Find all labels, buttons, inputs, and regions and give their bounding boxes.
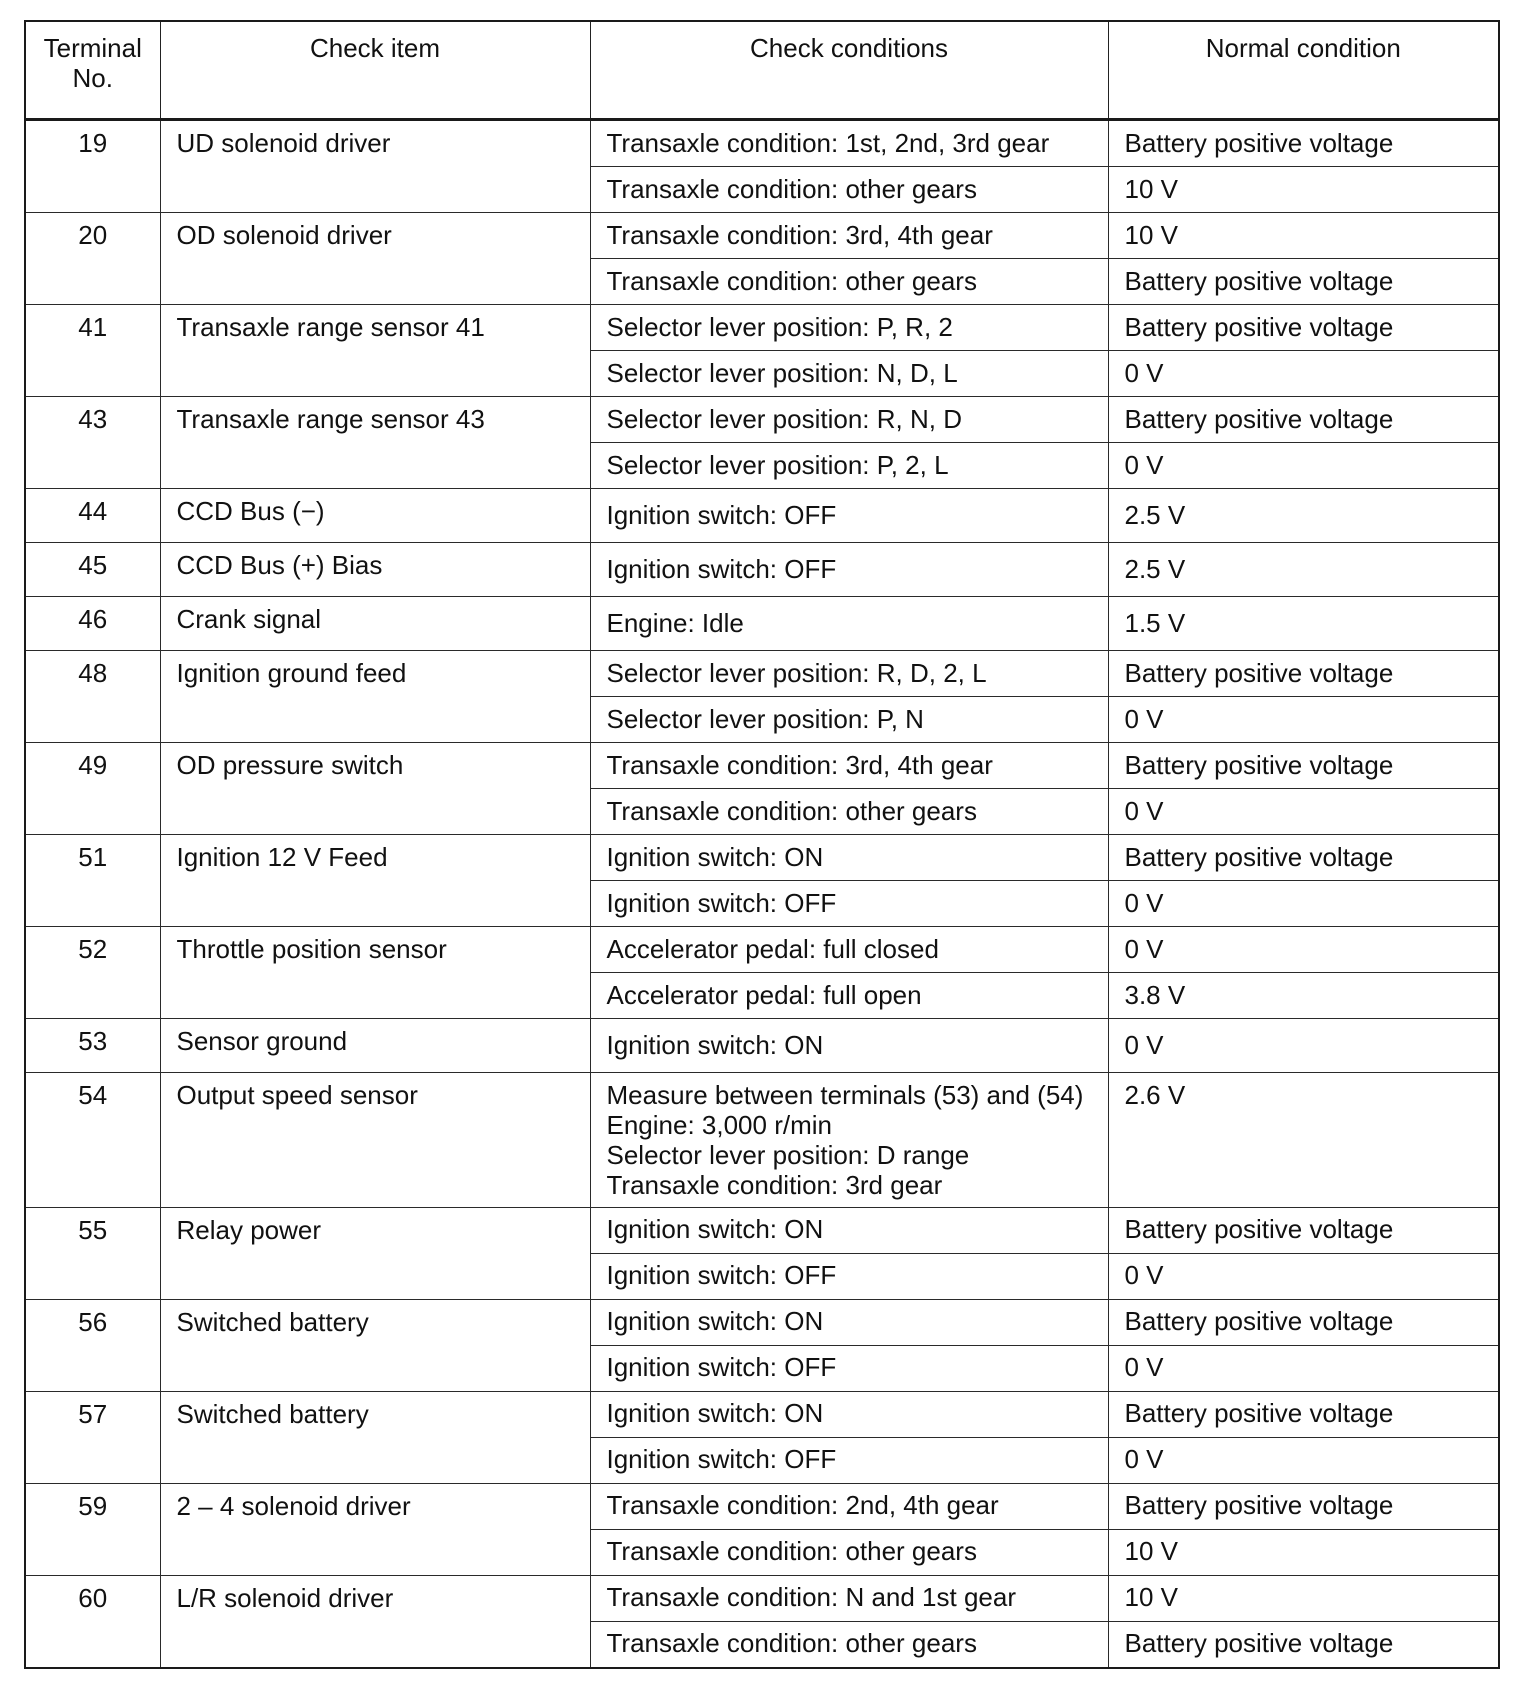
- header-normal-condition: Normal condition: [1108, 21, 1499, 120]
- normal-condition: 2.6 V: [1108, 1073, 1499, 1208]
- check-condition: Transaxle condition: other gears: [590, 167, 1108, 213]
- check-item: CCD Bus (−): [160, 489, 590, 543]
- table-row: [25, 305, 1499, 351]
- terminal-number: 60: [25, 1575, 160, 1668]
- normal-condition: Battery positive voltage: [1108, 120, 1499, 167]
- check-condition-line: Selector lever position: D range: [606, 1139, 970, 1170]
- table-row: [25, 120, 1499, 167]
- check-condition: Ignition switch: OFF: [590, 543, 1108, 597]
- table-row: [25, 1483, 1499, 1529]
- terminal-number: 46: [25, 597, 160, 651]
- terminal-check-table: [24, 20, 1500, 1669]
- table-row: [25, 489, 1499, 543]
- table-row: [25, 543, 1499, 597]
- normal-condition: 0 V: [1108, 881, 1499, 927]
- terminal-number: 20: [25, 213, 160, 305]
- normal-condition: 0 V: [1108, 351, 1499, 397]
- table-row: [25, 597, 1499, 651]
- check-item: OD pressure switch: [160, 743, 590, 835]
- terminal-number: 53: [25, 1019, 160, 1073]
- normal-condition: 0 V: [1108, 443, 1499, 489]
- check-item: OD solenoid driver: [160, 213, 590, 305]
- table-row: [25, 1207, 1499, 1253]
- terminal-number: 19: [25, 120, 160, 213]
- terminal-number: 43: [25, 397, 160, 489]
- terminal-number: 51: [25, 835, 160, 927]
- table-body: [25, 120, 1499, 1668]
- check-condition: Engine: Idle: [590, 597, 1108, 651]
- check-condition: Ignition switch: OFF: [590, 1345, 1108, 1391]
- normal-condition: 2.5 V: [1108, 543, 1499, 597]
- check-item: Ignition ground feed: [160, 651, 590, 743]
- check-item: Ignition 12 V Feed: [160, 835, 590, 927]
- check-condition-line: Transaxle condition: 3rd gear: [606, 1169, 943, 1200]
- normal-condition: Battery positive voltage: [1108, 1299, 1499, 1345]
- check-item: UD solenoid driver: [160, 120, 590, 213]
- terminal-number: 55: [25, 1207, 160, 1299]
- normal-condition: 0 V: [1108, 789, 1499, 835]
- table-row: [25, 1019, 1499, 1073]
- terminal-number: 54: [25, 1073, 160, 1208]
- terminal-number: 45: [25, 543, 160, 597]
- check-condition: Transaxle condition: other gears: [590, 1529, 1108, 1575]
- check-condition: Ignition switch: ON: [590, 1019, 1108, 1073]
- table-row: [25, 835, 1499, 881]
- normal-condition: Battery positive voltage: [1108, 1391, 1499, 1437]
- terminal-number: 41: [25, 305, 160, 397]
- header-terminal-no: Terminal No.: [25, 21, 160, 120]
- normal-condition: 10 V: [1108, 1575, 1499, 1621]
- check-condition: Selector lever position: P, 2, L: [590, 443, 1108, 489]
- terminal-number: 44: [25, 489, 160, 543]
- check-item: CCD Bus (+) Bias: [160, 543, 590, 597]
- check-condition: Transaxle condition: other gears: [590, 1621, 1108, 1668]
- check-item: Switched battery: [160, 1299, 590, 1391]
- check-item: Crank signal: [160, 597, 590, 651]
- normal-condition: 10 V: [1108, 1529, 1499, 1575]
- check-condition: Ignition switch: ON: [590, 1299, 1108, 1345]
- table-row: [25, 213, 1499, 259]
- check-condition: Ignition switch: OFF: [590, 881, 1108, 927]
- check-condition: Transaxle condition: other gears: [590, 259, 1108, 305]
- header-check-conditions: Check conditions: [590, 21, 1108, 120]
- check-item: Transaxle range sensor 43: [160, 397, 590, 489]
- normal-condition: Battery positive voltage: [1108, 1207, 1499, 1253]
- check-condition: Transaxle condition: 1st, 2nd, 3rd gear: [590, 120, 1108, 167]
- terminal-number: 52: [25, 927, 160, 1019]
- table-row: [25, 1073, 1499, 1208]
- header-row: [25, 21, 1499, 120]
- normal-condition: Battery positive voltage: [1108, 1621, 1499, 1668]
- check-condition: Ignition switch: ON: [590, 1207, 1108, 1253]
- check-condition: Selector lever position: P, R, 2: [590, 305, 1108, 351]
- terminal-number: 57: [25, 1391, 160, 1483]
- normal-condition: Battery positive voltage: [1108, 397, 1499, 443]
- normal-condition: 0 V: [1108, 1437, 1499, 1483]
- check-condition: Accelerator pedal: full closed: [590, 927, 1108, 973]
- check-condition-line: Engine: 3,000 r/min: [606, 1109, 832, 1140]
- normal-condition: 0 V: [1108, 1019, 1499, 1073]
- check-item: Switched battery: [160, 1391, 590, 1483]
- check-condition: Transaxle condition: N and 1st gear: [590, 1575, 1108, 1621]
- table-row: [25, 743, 1499, 789]
- check-item: Transaxle range sensor 41: [160, 305, 590, 397]
- normal-condition: Battery positive voltage: [1108, 743, 1499, 789]
- check-item: Throttle position sensor: [160, 927, 590, 1019]
- normal-condition: 10 V: [1108, 167, 1499, 213]
- terminal-number: 56: [25, 1299, 160, 1391]
- table-row: [25, 1575, 1499, 1621]
- check-condition: Transaxle condition: 3rd, 4th gear: [590, 743, 1108, 789]
- check-condition: Ignition switch: OFF: [590, 489, 1108, 543]
- normal-condition: 0 V: [1108, 1345, 1499, 1391]
- normal-condition: 2.5 V: [1108, 489, 1499, 543]
- check-condition: Selector lever position: R, D, 2, L: [590, 651, 1108, 697]
- terminal-number: 49: [25, 743, 160, 835]
- check-condition: Ignition switch: OFF: [590, 1253, 1108, 1299]
- check-condition: Ignition switch: OFF: [590, 1437, 1108, 1483]
- normal-condition: Battery positive voltage: [1108, 259, 1499, 305]
- check-condition: Accelerator pedal: full open: [590, 973, 1108, 1019]
- terminal-number: 48: [25, 651, 160, 743]
- table-row: [25, 397, 1499, 443]
- check-condition: Selector lever position: P, N: [590, 697, 1108, 743]
- check-condition: [590, 1073, 1108, 1208]
- normal-condition: Battery positive voltage: [1108, 651, 1499, 697]
- check-condition: Ignition switch: ON: [590, 1391, 1108, 1437]
- normal-condition: Battery positive voltage: [1108, 305, 1499, 351]
- normal-condition: 0 V: [1108, 697, 1499, 743]
- check-condition: Ignition switch: ON: [590, 835, 1108, 881]
- check-condition: Selector lever position: R, N, D: [590, 397, 1108, 443]
- check-condition: Transaxle condition: other gears: [590, 789, 1108, 835]
- check-item: Sensor ground: [160, 1019, 590, 1073]
- normal-condition: 0 V: [1108, 927, 1499, 973]
- table-row: [25, 1299, 1499, 1345]
- table-row: [25, 651, 1499, 697]
- check-item: Output speed sensor: [160, 1073, 590, 1208]
- header-check-item: Check item: [160, 21, 590, 120]
- normal-condition: Battery positive voltage: [1108, 1483, 1499, 1529]
- table-row: [25, 927, 1499, 973]
- check-condition: Transaxle condition: 2nd, 4th gear: [590, 1483, 1108, 1529]
- normal-condition: 3.8 V: [1108, 973, 1499, 1019]
- normal-condition: 1.5 V: [1108, 597, 1499, 651]
- table-header: [25, 21, 1499, 120]
- check-item: 2 – 4 solenoid driver: [160, 1483, 590, 1575]
- check-item: Relay power: [160, 1207, 590, 1299]
- check-item: L/R solenoid driver: [160, 1575, 590, 1668]
- table-row: [25, 1391, 1499, 1437]
- terminal-number: 59: [25, 1483, 160, 1575]
- normal-condition: Battery positive voltage: [1108, 835, 1499, 881]
- normal-condition: 10 V: [1108, 213, 1499, 259]
- check-condition-line: Measure between terminals (53) and (54): [606, 1080, 1084, 1110]
- check-condition: Selector lever position: N, D, L: [590, 351, 1108, 397]
- normal-condition: 0 V: [1108, 1253, 1499, 1299]
- check-condition: Transaxle condition: 3rd, 4th gear: [590, 213, 1108, 259]
